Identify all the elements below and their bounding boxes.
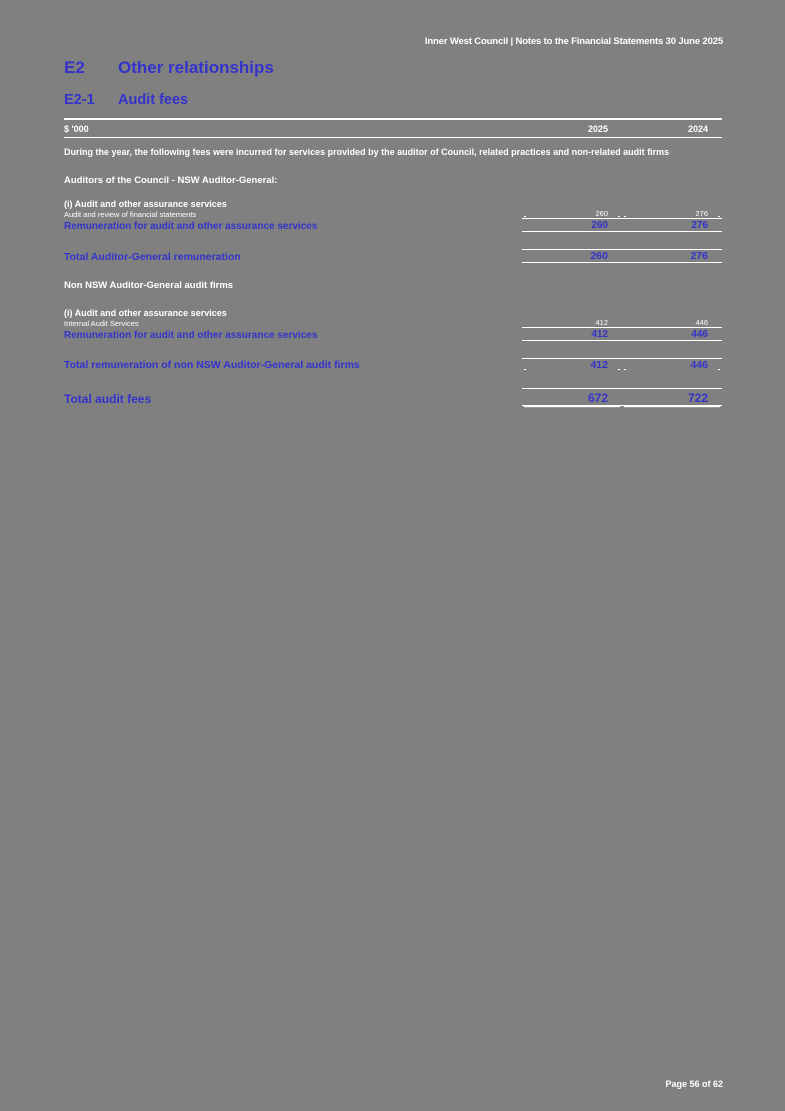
note-content	[64, 58, 722, 406]
table-row	[64, 328, 722, 341]
intro-paragraph-row	[64, 138, 722, 159]
table-row	[64, 209, 722, 219]
note-title: Other relationships	[118, 58, 274, 77]
subhead-audit-assurance-b: (i) Audit and other assurance services	[64, 308, 227, 319]
note-heading	[64, 58, 722, 78]
table-row	[64, 359, 722, 372]
table-header-row	[64, 124, 722, 138]
spacer	[64, 291, 722, 308]
spacer	[64, 263, 722, 281]
row-label-total-non-auditor-general: Total remuneration of non NSW Auditor-General audit firms	[64, 359, 360, 372]
table-row	[64, 389, 722, 406]
row-value-total-non-auditor-general-2024: 446	[622, 359, 722, 372]
table-row	[64, 219, 722, 232]
row-label-remuneration-a: Remuneration for audit and other assurance services	[64, 220, 318, 232]
spacer	[64, 232, 722, 250]
spacer	[64, 371, 722, 389]
row-value-audit-review-2024: 276	[622, 209, 722, 219]
row-label-total-auditor-general: Total Auditor-General remuneration	[64, 250, 241, 263]
row-value-audit-review-2025: 260	[522, 209, 622, 219]
row-value-total-audit-fees-2024: 722	[622, 389, 722, 406]
row-value-internal-audit-2024: 446	[695, 318, 708, 328]
page-footer: Page 56 of 62	[665, 1079, 723, 1089]
intro-paragraph: During the year, the following fees were incurred for services provided by the auditor of Council, related practices and non-related audit firms	[64, 147, 670, 157]
note-sub-title: Audit fees	[118, 92, 189, 108]
table-row	[64, 250, 722, 263]
note-number: E2	[64, 58, 85, 77]
row-value-total-audit-fees-2025: 672	[522, 389, 622, 406]
section-auditor-general: Auditors of the Council - NSW Auditor-General:	[64, 175, 278, 187]
table-row	[64, 318, 722, 328]
spacer	[64, 186, 722, 199]
section-non-auditor-general: Non NSW Auditor-General audit firms	[64, 280, 234, 292]
row-value-total-non-auditor-general-2025: 412	[522, 359, 622, 372]
row-value-total-auditor-general-2025: 260	[522, 250, 622, 263]
row-label-audit-review: Audit and review of financial statements	[64, 209, 197, 219]
subhead-audit-assurance-b-row	[64, 308, 722, 318]
subhead-audit-assurance-a: (i) Audit and other assurance services	[64, 199, 227, 210]
section-auditor-general-row	[64, 175, 722, 186]
column-header-2025: 2025	[522, 124, 622, 138]
row-value-remuneration-b-2025: 412	[522, 328, 622, 341]
section-non-auditor-general-row	[64, 280, 722, 291]
column-header-2024: 2024	[622, 124, 722, 138]
note-sub-number: E2-1	[64, 92, 95, 108]
row-value-remuneration-a-2025: 260	[522, 219, 622, 232]
units-label: $ '000	[64, 124, 522, 138]
row-value-remuneration-b-2024: 446	[622, 328, 722, 341]
audit-fees-table	[64, 118, 722, 406]
row-label-remuneration-b: Remuneration for audit and other assurance services	[64, 329, 318, 341]
row-label-total-audit-fees: Total audit fees	[64, 391, 152, 406]
note-subheading	[64, 92, 722, 108]
subhead-audit-assurance-a-row	[64, 199, 722, 209]
row-value-internal-audit-2025: 412	[595, 318, 608, 328]
spacer	[64, 341, 722, 359]
running-header: Inner West Council | Notes to the Financial Statements 30 June 2025	[424, 36, 723, 47]
spacer	[64, 158, 722, 175]
row-label-internal-audit: Internal Audit Services	[64, 318, 139, 328]
row-value-remuneration-a-2024: 276	[622, 219, 722, 232]
row-value-total-auditor-general-2024: 276	[622, 250, 722, 263]
